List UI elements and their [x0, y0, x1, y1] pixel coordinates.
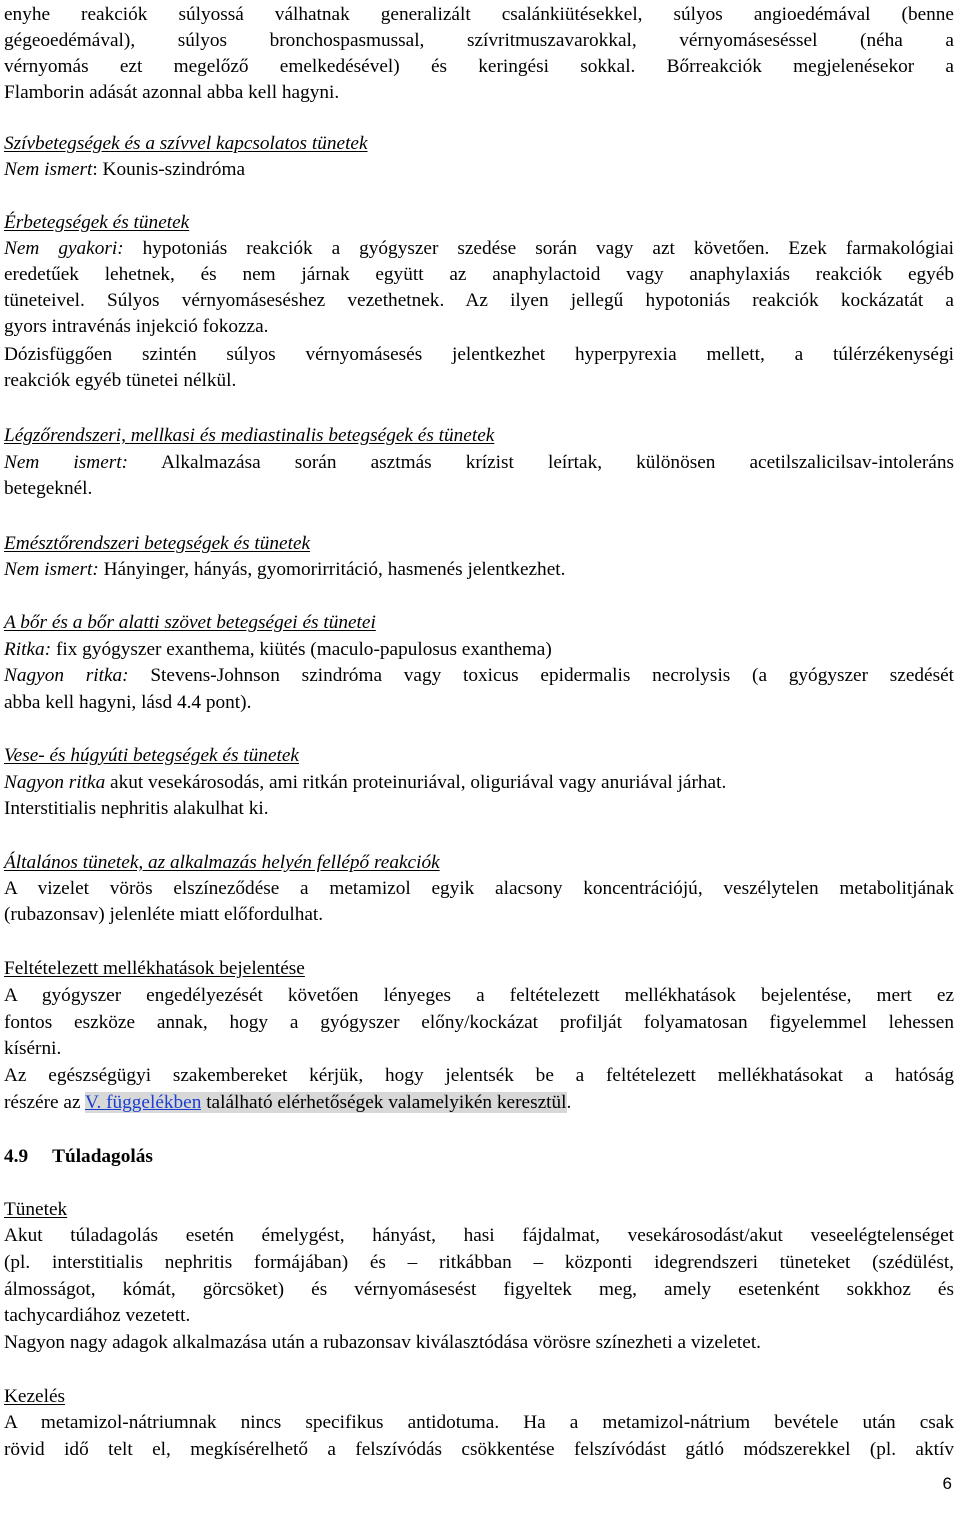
paragraph-line: (rubazonsav) jelenléte miatt előfordulhat.	[4, 904, 324, 925]
section-heading-cardiac: Szívbetegségek és a szívvel kapcsolatos tünetek	[4, 133, 368, 154]
paragraph-line: vérnyomás ezt megelőző emelkedésével) és keringési sokkal. Bőrreakciók megjelenésekor a	[4, 56, 954, 77]
frequency-label: Nem gyakori:	[4, 238, 124, 259]
paragraph-line: kísérni.	[4, 1038, 62, 1059]
text: : Kounis-szindróma	[92, 159, 245, 180]
paragraph-line: A gyógyszer engedélyezését követően lényeges a feltételezett mellékhatások bejelentése, mert ez	[4, 985, 954, 1006]
section-heading-gi: Emésztőrendszeri betegségek és tünetek	[4, 533, 311, 554]
text: Hányinger, hányás, gyomorirritáció, hasmenés jelentkezhet.	[98, 559, 566, 580]
text: akut vesekárosodás, ami ritkán proteinuriával, oliguriával vagy anuriával járhat.	[105, 772, 727, 793]
cardiac-line	[4, 157, 245, 183]
paragraph-line: enyhe reakciók súlyossá válhatnak generalizált csalánkiütésekkel, súlyos angioedémával (benne	[4, 4, 954, 25]
skin-line	[4, 637, 552, 663]
renal-line	[4, 770, 726, 796]
paragraph-line: reakciók egyéb tünetei nélkül.	[4, 370, 237, 391]
paragraph-line: Nagyon nagy adagok alkalmazása után a rubazonsav kiválasztódása vörösre színezheti a vizeletet.	[4, 1332, 762, 1353]
paragraph-line: tachycardiához vezetett.	[4, 1305, 191, 1326]
appendix-v-link[interactable]: V. függelékben	[85, 1092, 202, 1113]
gi-line	[4, 557, 565, 583]
section-heading-reporting: Feltételezett mellékhatások bejelentése	[4, 958, 305, 979]
vascular-line	[4, 236, 954, 262]
section-heading-vascular: Érbetegségek és tünetek	[4, 212, 190, 233]
paragraph-line: Flamborin adását azonnal abba kell hagyni.	[4, 82, 340, 103]
paragraph-line: A metamizol-nátriumnak nincs specifikus antidotuma. Ha a metamizol-nátrium bevétele után csak	[4, 1412, 954, 1433]
frequency-label: Nem ismert:	[4, 559, 99, 580]
subsection-heading-treatment: Kezelés	[4, 1386, 66, 1407]
text: Stevens-Johnson szindróma vagy toxicus epidermalis necrolysis (a gyógyszer szedését	[128, 665, 955, 686]
paragraph-line: fontos eszköze annak, hogy a gyógyszer előny/kockázat profilját folyamatosan figyelemmel lehessen	[4, 1012, 954, 1033]
paragraph-line: gégeoedémával), súlyos bronchospasmussal, szívritmuszavarokkal, vérnyomáseséssel (néha a	[4, 30, 954, 51]
paragraph-line: álmosságot, kómát, görcsöket) és vérnyomásesést figyeltek meg, amely esetenként sokkhoz és	[4, 1279, 954, 1300]
text: részére az	[4, 1092, 85, 1113]
section-number: 4.9	[4, 1146, 29, 1167]
paragraph-line: Interstitialis nephritis alakulhat ki.	[4, 798, 269, 819]
text: hypotoniás reakciók a gyógyszer szedése során vagy azt követően. Ezek farmakológiai	[123, 238, 955, 259]
paragraph-line: rövid idő telt el, megkísérelhető a felszívódás csökkentése felszívódást gátló módszerekkel (pl. aktív	[4, 1439, 954, 1460]
paragraph-line: A vizelet vörös elszíneződése a metamizol egyik alacsony koncentrációjú, veszélytelen metabolitjának	[4, 878, 954, 899]
frequency-label: Nem ismert:	[4, 452, 129, 473]
section-heading-renal: Vese- és húgyúti betegségek és tünetek	[4, 745, 299, 766]
respiratory-line	[4, 450, 954, 476]
subsection-heading-symptoms: Tünetek	[4, 1199, 68, 1220]
frequency-label: Nem ismert	[4, 159, 93, 180]
section-title-overdose	[4, 1144, 153, 1170]
section-heading-respiratory: Légzőrendszeri, mellkasi és mediastinalis betegségek és tünetek	[4, 425, 495, 446]
paragraph-line: Akut túladagolás esetén émelygést, hányást, hasi fájdalmat, vesekárosodást/akut veseelégtelenséget	[4, 1225, 954, 1246]
highlighted-text: található elérhetőségek valamelyikén keresztül	[201, 1092, 567, 1113]
paragraph-line: gyors intravénás injekció fokozza.	[4, 316, 269, 337]
paragraph-line: eredetűek lehetnek, és nem járnak együtt az anaphylactoid vagy anaphylaxiás reakciók egyéb	[4, 264, 954, 285]
text: .	[566, 1092, 572, 1113]
frequency-label: Ritka:	[4, 639, 52, 660]
paragraph-line: Az egészségügyi szakembereket kérjük, hogy jelentsék be a feltételezett mellékhatásokat a hatóság	[4, 1065, 954, 1086]
paragraph-line: tüneteivel. Súlyos vérnyomáseséshez vezethetnek. Az ilyen jellegű hypotoniás reakciók kockázatát a	[4, 290, 954, 311]
section-heading-skin: A bőr és a bőr alatti szövet betegségei és tünetei	[4, 612, 376, 633]
paragraph-line: abba kell hagyni, lásd 4.4 pont).	[4, 692, 252, 713]
paragraph-line: Dózisfüggően szintén súlyos vérnyomásesés jelentkezhet hyperpyrexia mellett, a túlérzékenységi	[4, 344, 954, 365]
frequency-label: Nagyon ritka	[4, 772, 106, 793]
paragraph-line: betegeknél.	[4, 478, 93, 499]
page-number: 6	[942, 1474, 952, 1493]
section-title: Túladagolás	[52, 1146, 153, 1167]
skin-line	[4, 663, 954, 689]
frequency-label: Nagyon ritka:	[4, 665, 129, 686]
text: Alkalmazása során asztmás krízist leírtak, különösen acetilszalicilsav-intoleráns	[128, 452, 954, 473]
paragraph-line: (pl. interstitialis nephritis formájában) és – ritkábban – központi idegrendszeri tüneteket (szédülést,	[4, 1252, 954, 1273]
reporting-link-line	[4, 1090, 571, 1116]
text: fix gyógyszer exanthema, kiütés (maculo-papulosus exanthema)	[51, 639, 552, 660]
section-heading-general: Általános tünetek, az alkalmazás helyén fellépő reakciók	[4, 852, 440, 873]
